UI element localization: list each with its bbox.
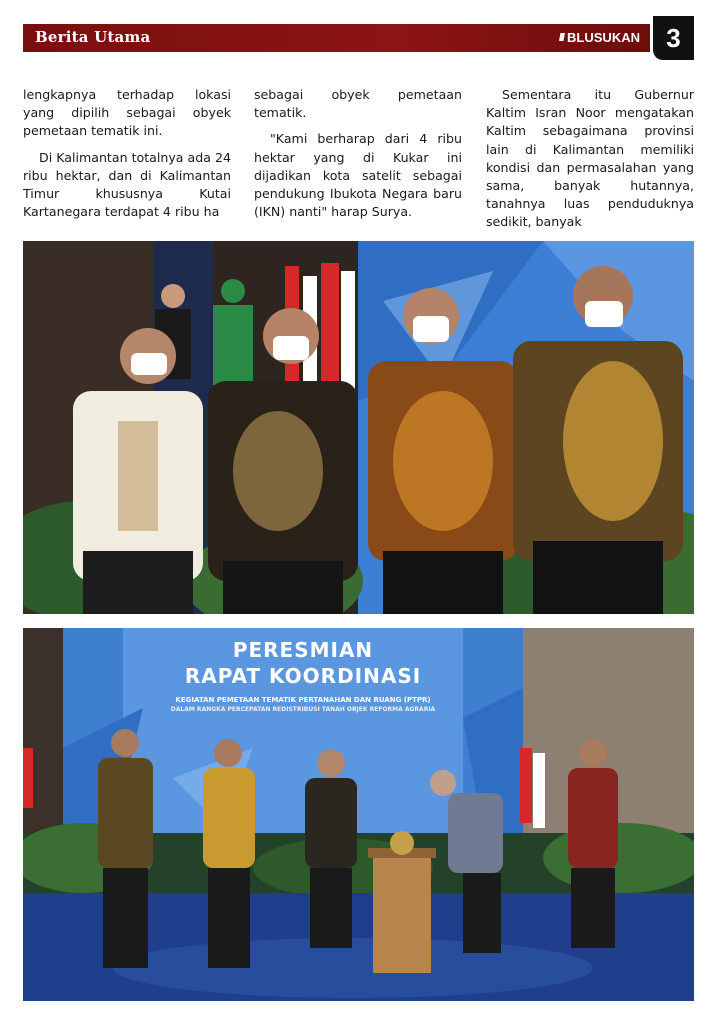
text-column-1 (23, 86, 231, 229)
paragraph: sebagai obyek pemetaan tematik. (254, 87, 462, 121)
backdrop-line-4: DALAM RANGKA PERCEPATAN REDISTRIBUSI TANAH OBJEK REFORMA AGRARIA (170, 706, 436, 713)
text-column-3 (486, 86, 694, 240)
paragraph: Sementara itu Gubernur Kaltim Isran Noor mengatakan Kaltim sebagaimana provinsi lain di Kalimantan memiliki kondisi dan permasalahan yang sama, banyak hutannya, tanahnya luas penduduknya sedikit, banyak (486, 87, 694, 230)
group-photo (23, 241, 694, 614)
backdrop-title (143, 638, 463, 713)
brand-text: BLUSUKAN (567, 30, 640, 45)
backdrop-line-2: RAPAT KOORDINASI (184, 664, 422, 688)
backdrop-line-1: PERESMIAN (232, 638, 374, 662)
header-bar (23, 24, 650, 52)
text-column-2 (254, 86, 462, 229)
paragraph: Di Kalimantan totalnya ada 24 ribu hektar, dan di Kalimantan Timur khususnya Kutai Kartanegara terdapat 4 ribu ha (23, 149, 231, 220)
backdrop-line-3: KEGIATAN PEMETAAN TEMATIK PERTANAHAN DAN RUANG (PTPR) (175, 696, 431, 704)
page-number: 3 (653, 16, 694, 60)
paragraph: "Kami berharap dari 4 ribu hektar yang di Kukar ini dijadikan kota satelit sebagai pendukung Ibukota Negara baru (IKN) nanti" harap Surya. (254, 131, 462, 220)
brand-label (559, 30, 640, 45)
stripes-icon: //// (558, 31, 564, 44)
section-title: Berita Utama (35, 28, 151, 46)
ceremony-photo (23, 628, 694, 1001)
paragraph: lengkapnya terhadap lokasi yang dipilih sebagai obyek pemetaan tematik ini. (23, 87, 231, 139)
